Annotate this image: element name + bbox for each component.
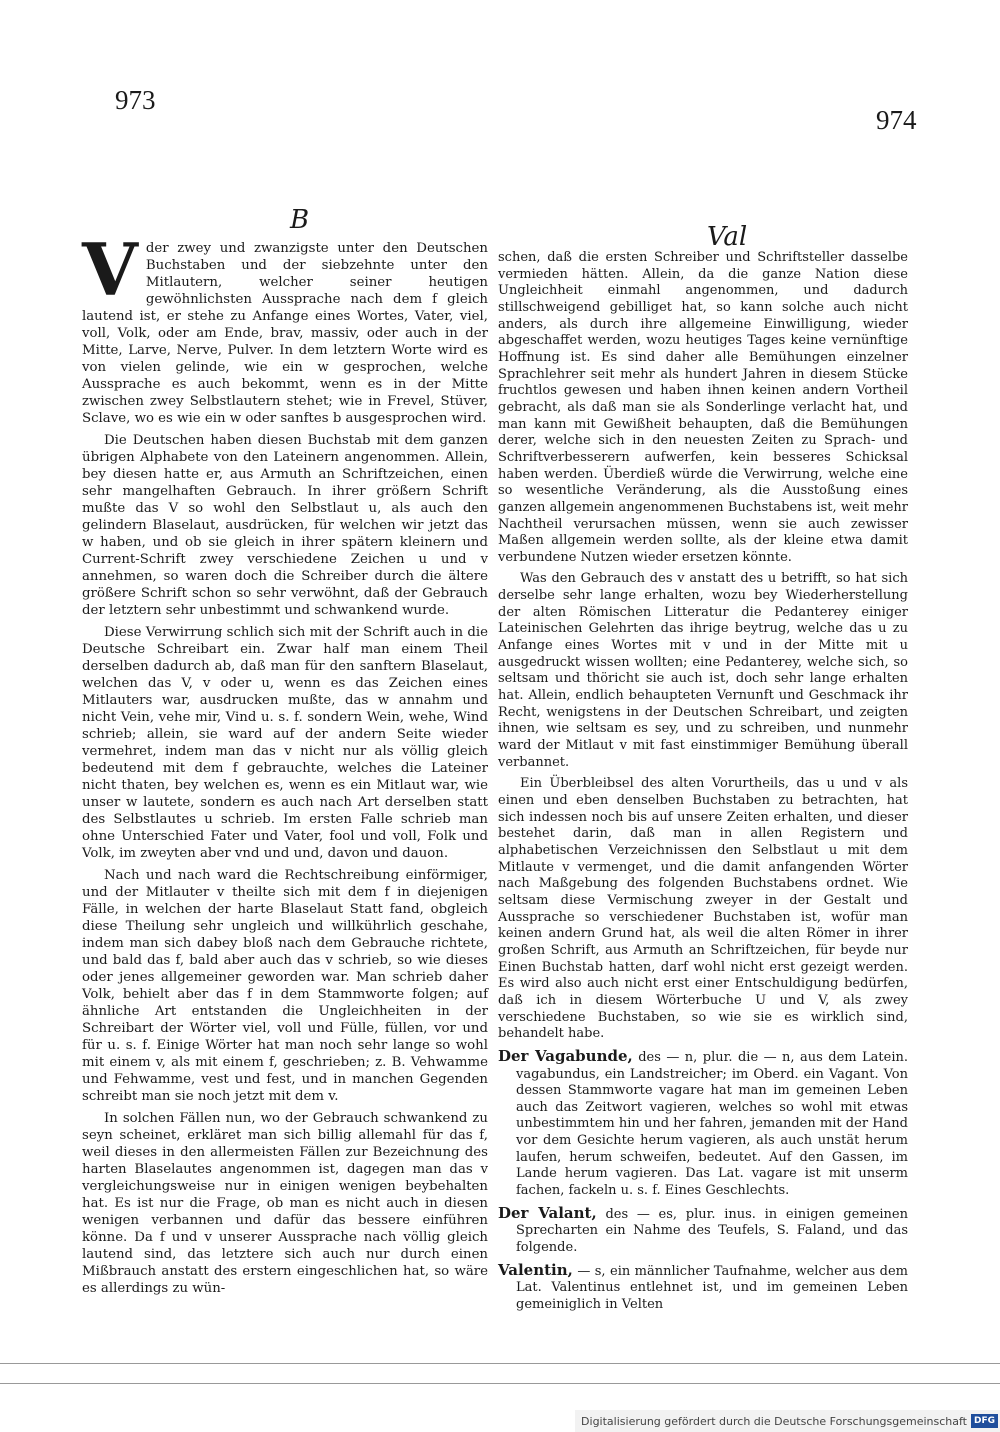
paragraph: schen, daß die ersten Schreiber und Schriftsteller dasselbe vermieden hätten. Allein, da die ganze Nation diese Ungleichheit einmahl angenommen, und dadurch stillschweigend gebilliget hat, so kann solche auch nicht anders, als durch ihre allgemeine Einwilligung, wieder abgeschaffet werden, wozu heutiges Tages keine vernünftige Hoffnung ist. Es sind daher alle Bemühungen einzelner Sprachlehrer seit mehr als hundert Jahren in diesem Stücke fruchtlos gewesen und haben ihnen keinen andern Vortheil gebracht, als daß man sie als Sonderlinge verlacht hat, und man kann mit Gewißheit behaupten, daß die Bemühungen derer, welche sich in den neuesten Zeiten zu Sprach- und Schriftverbesserern aufwerfen, kein besseres Schicksal haben werden. Überdieß würde die Verwirrung, welche eine so wesentliche Veränderung, als die Ausstoßung eines ganzen allgemein angenommenen Buchstabens ist, weit mehr Nachtheil verursachen müssen, wenn sie auch zewisser Maßen allgemein werden sollte, als der kleine etwa damit verbundene Nutzen wieder ersetzen könnte. [498, 250, 908, 565]
left-text-column [82, 227, 488, 1302]
dfg-logo: DFG [971, 1414, 998, 1428]
paragraph [82, 227, 488, 427]
dropcap-initial: V [82, 227, 138, 312]
paragraph: Diese Verwirrung schlich sich mit der Schrift auch in die Deutsche Schreibart ein. Zwar half man einem Theil derselben dadurch ab, daß man für den sanftern Blaselaut, welchen das V, v oder u, wenn es das Zeichen eines Mitlauters war, ausdrucken mußte, das w annahm und nicht Vein, vehe mir, Vind u. s. f. sondern Wein, wehe, Wind schrieb; allein, sie ward auf der andern Seite wieder vermehret, indem man das v nicht nur als völlig gleich bedeutend mit dem f gebrauchte, welches die Lateiner nicht thaten, bey welchen es, wenn es ein Mitlaut war, wie unser w lautete, sondern es auch nach Art derselben statt des Selbstlautes u schrieb. Im ersten Falle schrieb man ohne Unterschied Fater und Vater, fool und voll, Folk und Volk, im zweyten aber vnd und und, davon und dauon. [82, 625, 488, 861]
scan-edge-line [0, 1363, 1000, 1364]
footer-text: Digitalisierung gefördert durch die Deutsche Forschungsgemeinschaft [581, 1414, 967, 1428]
left-page-number: 973 [115, 85, 156, 115]
paragraph: Nach und nach ward die Rechtschreibung einförmiger, und der Mitlauter v theilte sich mit dem f in diejenigen Fälle, in welchen der harte Blaselaut Statt fand, obgleich diese Theilung sehr ungleich und willkührlich geschahe, indem man sich dabey bloß nach dem Gebrauche richtete, und bald das f, bald aber auch das v schrieb, so wie dieses oder jenes allgemeiner geworden war. Man schrieb daher Volk, behielt aber das f in dem Stammworte folgen; auf ähnliche Art entstanden die Ungleichheiten in der Schreibart der Wörter viel, voll und Fülle, füllen, vor und für u. s. f. Einige Wörter hat man noch sehr lange so wohl mit einem v, als mit einem f, geschrieben; z. B. Vehwamme und Fehwamme, vest und fest, und in manchen Gegenden schreibt man sie noch jetzt mit dem v. [82, 868, 488, 1104]
scan-edge-line [0, 1383, 1000, 1384]
entry-headword: Valentin, [498, 1260, 573, 1279]
entry-text: des — n, plur. die — n, aus dem Latein. vagabundus, ein Landstreicher; im Oberd. ein Vagant. Von dessen Stammworte vagare hat man im gemeinen Leben auch das Zeitwort vagieren, welches so wohl mit etwas unbestimmtem hin und her fahren, jemanden mit der Hand vor dem Gesichte herum vagieren, als auch unstät herum laufen, herum schweifen, bedeutet. Auf den Gassen, im Lande herum vagieren. Das Lat. vagare ist mit unserm fachen, fackeln u. s. f. Eines Geschlechts. [516, 1049, 908, 1199]
paragraph: In solchen Fällen nun, wo der Gebrauch schwankend zu seyn scheinet, erkläret man sich billig allemahl für das f, weil dieses in den allermeisten Fällen zur Bezeichnung des harten Blaselautes angenommen ist, dagegen man das v vergleichungsweise nur in einigen wenigen beybehalten hat. Es ist nur die Frage, ob man es nicht auch in diesen wenigen verbannen und dafür das bessere einführen könne. Da f und v unserer Aussprache nach völlig gleich lautend sind, das letztere sich auch nur durch einen Mißbrauch anstatt des erstern eingeschlichen hat, so wäre es allerdings zu wün- [82, 1111, 488, 1296]
paragraph-text: der zwey und zwanzigste unter den Deutschen Buchstaben und der siebzehnte unter den Mitlautern, welcher seiner heutigen gewöhnlichsten Aussprache nach dem f gleich lautend ist, er stehe zu Anfange eines Wortes, Vater, viel, voll, Volk, oder am Ende, brav, massiv, oder auch in der Mitte, Larve, Nerve, Pulver. In dem letztern Worte wird es von vielen gelinde, wie ein w gesprochen, welche Aussprache es auch bekommt, wenn es in der Mitte zwischen zwey Selbstlautern stehet; wie in Frevel, Stüver, Sclave, wo es wie ein w oder sanftes b ausgesprochen wird. [82, 241, 488, 426]
entry-headword: Der Valant, [498, 1203, 597, 1222]
entry-text: des — es, plur. inus. in einigen gemeinen Sprecharten ein Nahme des Teufels, S. Faland, und das folgende. [516, 1206, 908, 1256]
right-text-column [498, 250, 908, 1319]
right-column-header: Val [707, 222, 748, 252]
paragraph: Was den Gebrauch des v anstatt des u betrifft, so hat sich derselbe sehr lange erhalten, wozu bey Wiederherstellung der alten Römischen Litteratur die Pedanterey einiger Lateinischen Gelehrten das ihrige beytrug, welche das u zu Anfange eines Wortes mit v und in der Mitte mit u ausgedruckt wissen wollten; eine Pedanterey, welche sich, so seltsam und thöricht sie auch ist, doch sehr lange erhalten hat. Allein, endlich behaupteten Vernunft und Geschmack ihr Recht, wenigstens in der Deutschen Schreibart, und zeigten ihnen, wie seltsam es sey, und zu schreiben, und nunmehr ward der Mitlaut v mit fast einstimmiger Bemühung überall verbannet. [498, 571, 908, 770]
entry-headword: Der Vagabunde, [498, 1046, 633, 1065]
dictionary-entry [498, 1205, 908, 1257]
left-column-header: B [290, 205, 310, 235]
right-page-number: 974 [876, 105, 917, 135]
dictionary-entry [498, 1262, 908, 1314]
paragraph: Ein Überbleibsel des alten Vorurtheils, das u und v als einen und eben denselben Buchstaben zu betrachten, hat sich indessen noch bis auf unsere Zeiten erhalten, und dieser bestehet darin, daß man in allen Registern und alphabetischen Verzeichnissen den Selbstlaut u mit dem Mitlaute v vermenget, und die damit anfangenden Wörter nach Maßgebung des folgenden Buchstabens ordnet. Wie seltsam diese Vermischung zweyer in der Gestalt und Aussprache so verschiedener Buchstaben ist, wofür man keinen andern Grund hat, als weil die alten Römer in ihrer großen Schrift, aus Armuth an Schriftzeichen, für beyde nur Einen Buchstab hatten, darf wohl nicht erst gezeigt werden. Es wird also auch nicht erst einer Entschuldigung bedürfen, daß ich in diesem Wörterbuche U und V, als zwey verschiedene Buchstaben, so wie sie es wirklich sind, behandelt habe. [498, 776, 908, 1042]
entry-text: — s, ein männlicher Taufnahme, welcher aus dem Lat. Valentinus entlehnet ist, und im gemeinen Leben gemeiniglich in Velten [516, 1263, 908, 1313]
footer-credit [575, 1410, 1000, 1432]
paragraph: Die Deutschen haben diesen Buchstab mit dem ganzen übrigen Alphabete von den Lateinern angenommen. Allein, bey diesen hatte er, aus Armuth an Schriftzeichen, einen sehr mangelhaften Gebrauch. In ihrer größern Schrift mußte das V so wohl den Selbstlaut u, als auch den gelindern Blaselaut, ausdrücken, für welchen wir jetzt das w haben, und ob sie gleich in ihrer spätern kleinern und Current-Schrift zwey verschiedene Zeichen u und v annehmen, so waren doch die Schreiber durch die ältere größere Schrift schon so sehr verwöhnt, daß der Gebrauch der letztern sehr unbestimmt und schwankend wurde. [82, 433, 488, 618]
dictionary-entry [498, 1048, 908, 1200]
